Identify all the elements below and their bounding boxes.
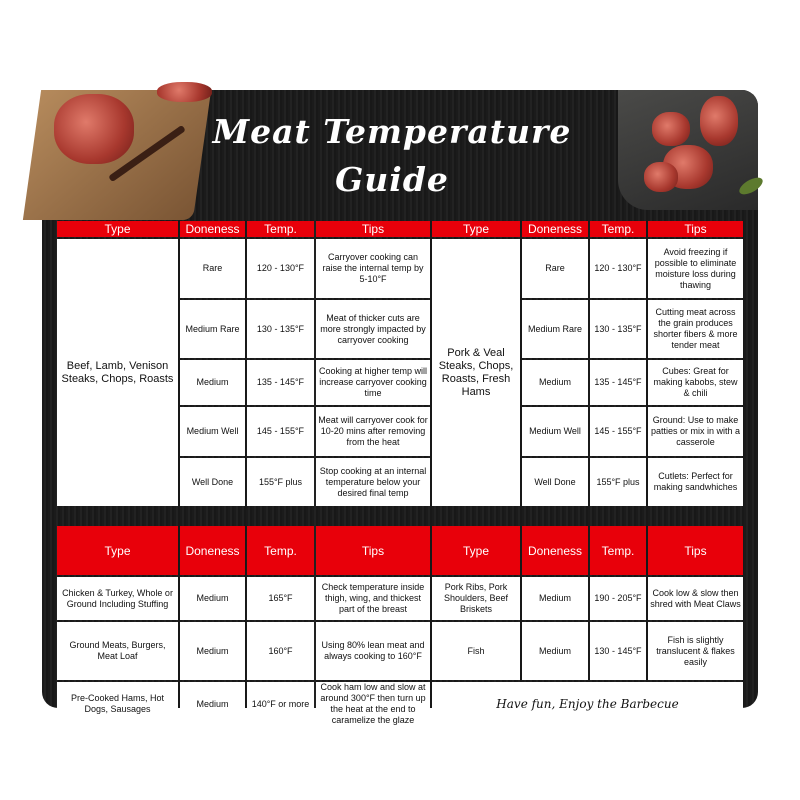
meat-type-cell: Chicken & Turkey, Whole or Ground Including Stuffing: [57, 577, 178, 620]
doneness-cell: Rare: [522, 239, 588, 298]
meat-type-cell: Pre-Cooked Hams, Hot Dogs, Sausages: [57, 682, 178, 726]
temp-cell: 165°F: [247, 577, 314, 620]
header-type: Type: [57, 526, 178, 575]
steak-image: [157, 82, 212, 102]
header-type: Type: [57, 221, 178, 237]
temp-cell: 145 - 155°F: [590, 407, 646, 456]
header-type: Type: [432, 221, 520, 237]
header-doneness: Doneness: [180, 526, 245, 575]
doneness-cell: Medium Rare: [522, 300, 588, 358]
doneness-cell: Medium: [180, 682, 245, 726]
header-temp: Temp.: [247, 221, 314, 237]
tip-cell: Ground: Use to make patties or mix in with a casserole: [648, 407, 743, 456]
header-tips: Tips: [648, 221, 743, 237]
filet-image: [700, 96, 738, 146]
tip-cell: Using 80% lean meat and always cooking to 160°F: [316, 622, 430, 680]
temp-cell: 130 - 145°F: [590, 622, 646, 680]
doneness-cell: Well Done: [180, 458, 245, 506]
tip-cell: Fish is slightly translucent & flakes easily: [648, 622, 743, 680]
header-tips: Tips: [648, 526, 743, 575]
tip-cell: Cook ham low and slow at around 300°F then turn up the heat at the end to caramelize the glaze: [316, 682, 430, 726]
tip-cell: Carryover cooking can raise the internal temp by 5-10°F: [316, 239, 430, 298]
filet-image: [652, 112, 690, 146]
doneness-cell: Medium Rare: [180, 300, 245, 358]
tip-cell: Stop cooking at an internal temperature below your desired final temp: [316, 458, 430, 506]
tip-cell: Cubes: Great for making kabobs, stew & chili: [648, 360, 743, 405]
temp-cell: 145 - 155°F: [247, 407, 314, 456]
tip-cell: Cook low & slow then shred with Meat Claws: [648, 577, 743, 620]
meat-temperature-guide-pad: [42, 90, 758, 725]
page-title-line2: Guide: [335, 160, 449, 199]
header-tips: Tips: [316, 526, 430, 575]
header-doneness: Doneness: [522, 526, 588, 575]
temp-cell: 160°F: [247, 622, 314, 680]
header-doneness: Doneness: [180, 221, 245, 237]
doneness-cell: Medium: [180, 577, 245, 620]
header-temp: Temp.: [590, 526, 646, 575]
tip-cell: Cutting meat across the grain produces shorter fibers & more tender meat: [648, 300, 743, 358]
doneness-cell: Medium: [522, 577, 588, 620]
temp-cell: 190 - 205°F: [590, 577, 646, 620]
temp-cell: 155°F plus: [247, 458, 314, 506]
steak-image: [54, 94, 134, 164]
tip-cell: Avoid freezing if possible to eliminate moisture loss during thawing: [648, 239, 743, 298]
temp-cell: 120 - 130°F: [590, 239, 646, 298]
header-temp: Temp.: [247, 526, 314, 575]
doneness-cell: Medium: [522, 622, 588, 680]
tip-cell: Cutlets: Perfect for making sandwhiches: [648, 458, 743, 506]
temp-cell: 130 - 135°F: [247, 300, 314, 358]
tip-cell: Cooking at higher temp will increase carryover cooking time: [316, 360, 430, 405]
footer-note: Have fun, Enjoy the Barbecue: [432, 682, 743, 726]
header-tips: Tips: [316, 221, 430, 237]
meat-type-cell: Fish: [432, 622, 520, 680]
header-type: Type: [432, 526, 520, 575]
temp-cell: 140°F or more: [247, 682, 314, 726]
filet-image: [644, 162, 678, 192]
temp-cell: 135 - 145°F: [590, 360, 646, 405]
page-title: Meat Temperature: [212, 112, 572, 151]
tip-cell: Meat of thicker cuts are more strongly impacted by carryover cooking: [316, 300, 430, 358]
temp-cell: 155°F plus: [590, 458, 646, 506]
temp-cell: 120 - 130°F: [247, 239, 314, 298]
doneness-cell: Medium Well: [180, 407, 245, 456]
meat-type-cell: Pork & Veal Steaks, Chops, Roasts, Fresh Hams: [432, 239, 520, 506]
meat-type-cell: Beef, Lamb, Venison Steaks, Chops, Roasts: [57, 239, 178, 506]
doneness-cell: Medium: [522, 360, 588, 405]
tip-cell: Check temperature inside thigh, wing, and thickest part of the breast: [316, 577, 430, 620]
doneness-cell: Medium: [180, 360, 245, 405]
doneness-cell: Medium Well: [522, 407, 588, 456]
meat-type-cell: Pork Ribs, Pork Shoulders, Beef Briskets: [432, 577, 520, 620]
header-doneness: Doneness: [522, 221, 588, 237]
temp-cell: 130 - 135°F: [590, 300, 646, 358]
header-temp: Temp.: [590, 221, 646, 237]
temperature-table: [57, 221, 743, 726]
doneness-cell: Rare: [180, 239, 245, 298]
doneness-cell: Well Done: [522, 458, 588, 506]
temp-cell: 135 - 145°F: [247, 360, 314, 405]
doneness-cell: Medium: [180, 622, 245, 680]
tip-cell: Meat will carryover cook for 10-20 mins after removing from the heat: [316, 407, 430, 456]
meat-type-cell: Ground Meats, Burgers, Meat Loaf: [57, 622, 178, 680]
